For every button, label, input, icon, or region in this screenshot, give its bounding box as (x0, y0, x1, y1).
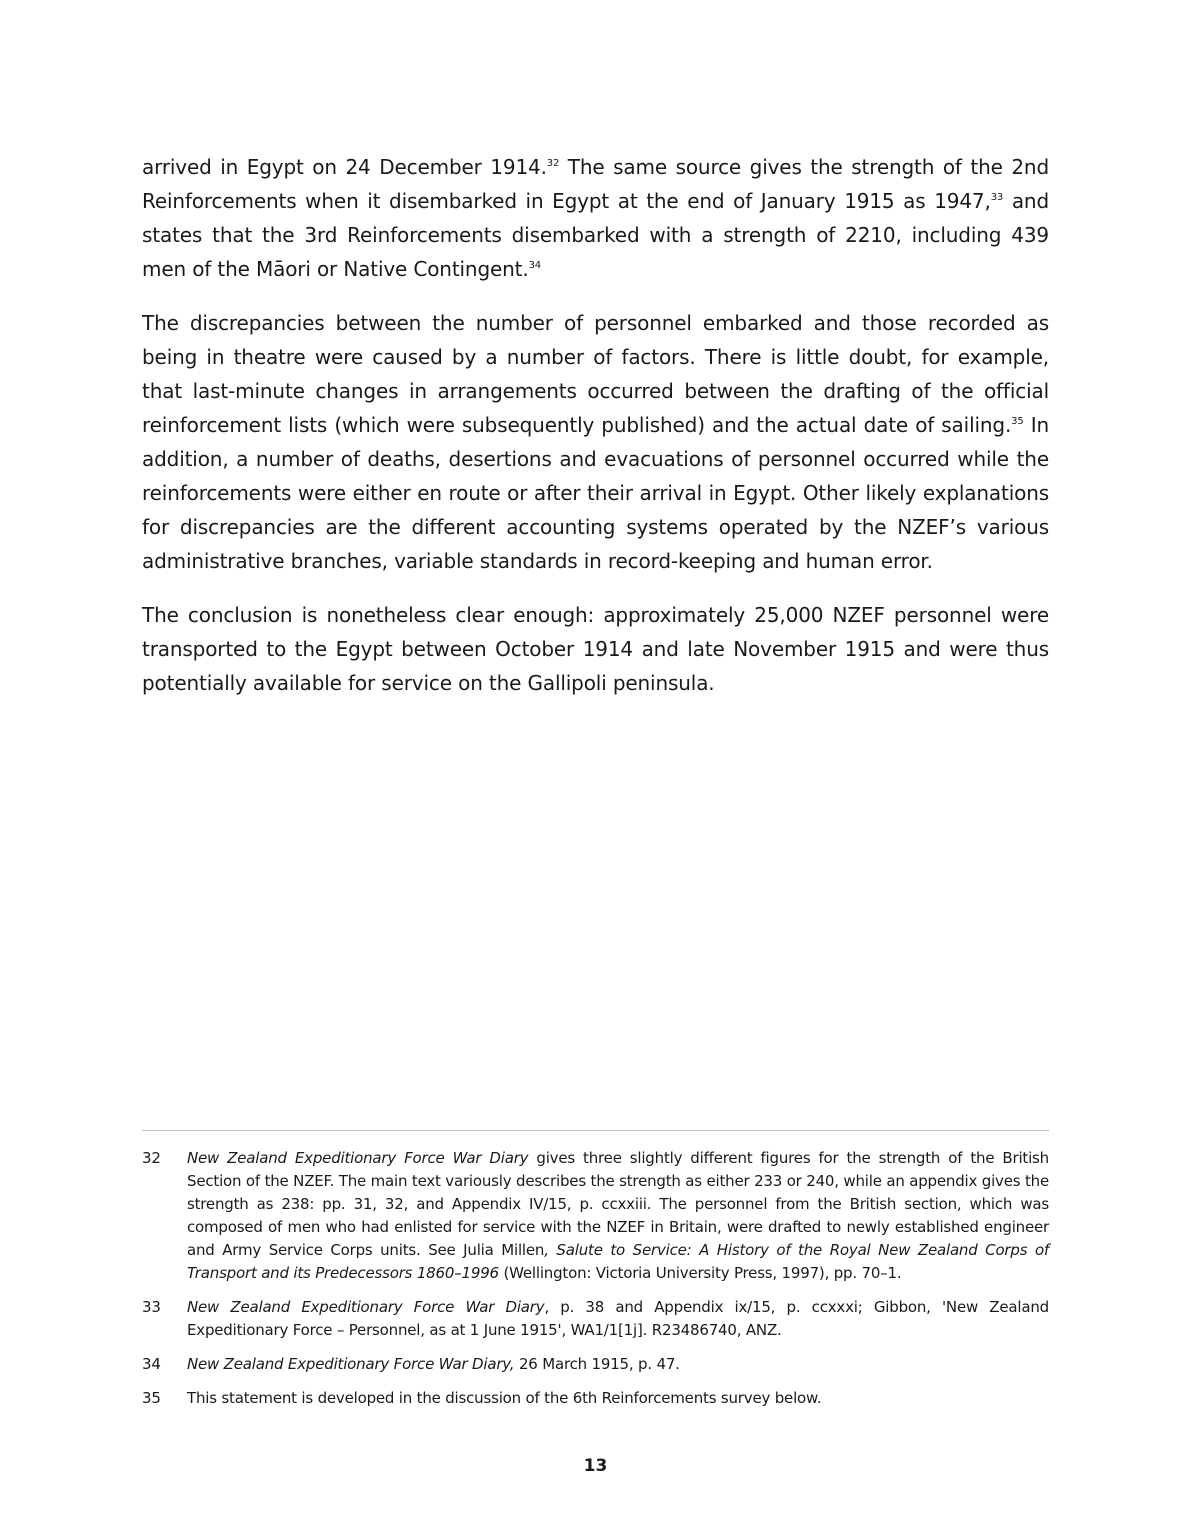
footnote-title: New Zealand Expeditionary Force War Diary, (187, 1355, 515, 1373)
footnote-ref-32[interactable]: 32 (546, 158, 560, 169)
footnote-number: 32 (142, 1149, 161, 1167)
footnote-33 (142, 1296, 1049, 1342)
paragraph-text: The discrepancies between the number of personnel embarked and those recorded as being in theatre were caused by a number of factors. There is little doubt, for example, that last-minute changes in arrangements occurred between the drafting of the official reinforcement lists (which were subsequently published) and the actual date of sailing. (142, 311, 1049, 437)
footnote-body: This statement is developed in the discussion of the 6th Reinforcements survey below. (187, 1389, 822, 1407)
paragraph-text: In addition, a number of deaths, desertions and evacuations of personnel occurred while the reinforcements were either en route or after their arrival in Egypt. Other likely explanations for discrepancies are the different accounting systems operated by the NZEF’s various administrative branches, variable standards in record-keeping and human error. (142, 413, 1050, 573)
footnote-title: New Zealand Expeditionary Force War Diary (187, 1298, 545, 1316)
footnote-title: , Salute to Service: A History of the Royal New Zealand Corps of Transport and its Predecessors 1860–1996 (187, 1241, 1050, 1282)
footnote-body: 26 March 1915, p. 47. (514, 1355, 680, 1373)
footnote-32 (142, 1147, 1049, 1285)
footnote-body: , p. 38 and Appendix ix/15, p. ccxxxi; Gibbon, 'New Zealand Expeditionary Force – Personnel, as at 1 June 1915', WA1/1[1j]. R23486740, ANZ. (187, 1298, 1049, 1339)
paragraph-2 (142, 306, 1049, 578)
footnote-text (187, 1387, 1049, 1410)
body-text (142, 150, 1049, 720)
footnotes (142, 1147, 1049, 1421)
footnote-34 (142, 1353, 1049, 1376)
footnote-divider (142, 1130, 1049, 1131)
paragraph-1 (142, 150, 1049, 286)
footnote-number: 35 (142, 1389, 161, 1407)
footnote-title: New Zealand Expeditionary Force War Diary (187, 1149, 529, 1167)
footnote-ref-35[interactable]: 35 (1011, 416, 1024, 427)
footnote-ref-34[interactable]: 34 (528, 260, 542, 271)
paragraph-text: and states that the 3rd Reinforcements disembarked with a strength of 2210, including 439 men of the Māori or Native Contingent. (142, 189, 1049, 281)
paragraph-text: The conclusion is nonetheless clear enough: approximately 25,000 NZEF personnel were transported to the Egypt between October 1914 and late November 1915 and were thus potentially available for service on the Gallipoli peninsula. (142, 603, 1049, 695)
footnote-35 (142, 1387, 1049, 1410)
footnote-text (187, 1296, 1049, 1342)
footnote-number: 33 (142, 1298, 161, 1316)
footnote-text (187, 1147, 1049, 1285)
footnote-text (187, 1353, 1049, 1376)
paragraph-text: arrived in Egypt on 24 December 1914. (142, 155, 547, 179)
footnote-body: gives three slightly different figures for the strength of the British Section of the NZEF. The main text variously describes the strength as either 233 or 240, while an appendix gives the strength as 238: pp. 31, 32, and Appendix IV/15, p. ccxxiii. The personnel from the British section, which was composed of men who had enlisted for service with the NZEF in Britain, were drafted to newly established engineer and Army Service Corps units. See Julia Millen (187, 1149, 1049, 1259)
paragraph-3 (142, 598, 1049, 700)
footnote-number: 34 (142, 1355, 161, 1373)
paragraph-text: The same source gives the strength of the 2nd Reinforcements when it disembarked in Egypt at the end of January 1915 as 1947, (142, 155, 1049, 213)
footnote-ref-33[interactable]: 33 (990, 192, 1004, 203)
footnote-body: (Wellington: Victoria University Press, 1997), pp. 70–1. (498, 1264, 902, 1282)
page-number: 13 (583, 1456, 608, 1476)
